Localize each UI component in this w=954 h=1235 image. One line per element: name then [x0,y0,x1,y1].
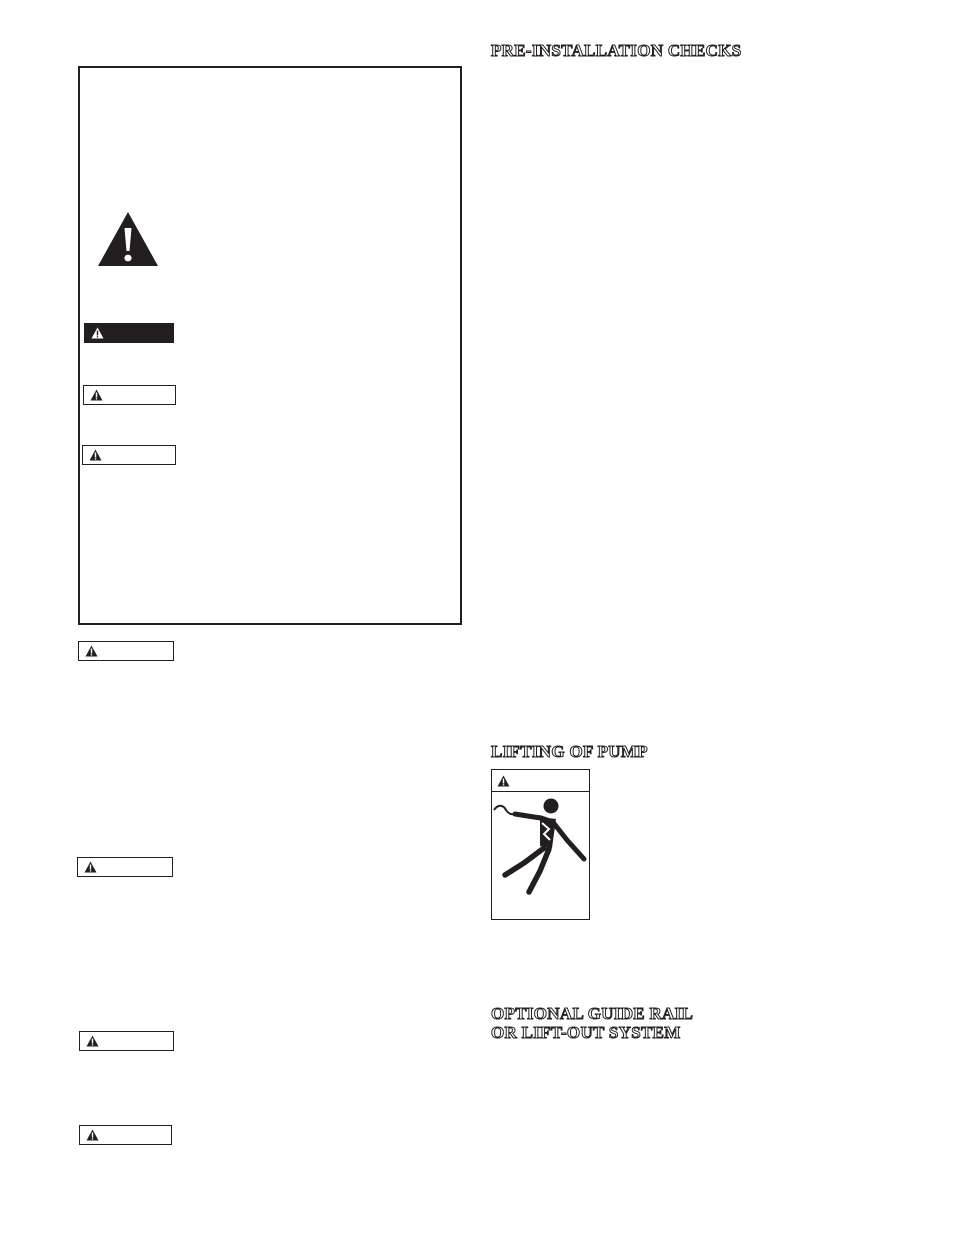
electrical-shock-icon [492,793,588,918]
guide-rail-heading-line1: OPTIONAL GUIDE RAIL [491,1004,694,1023]
safety-alert-icon [91,327,104,339]
safety-alert-icon [90,389,103,401]
safety-alert-icon [85,645,98,657]
safety-alert-icon [89,449,102,461]
caution-signal-label [82,445,176,465]
warning-label-3 [79,1031,174,1051]
pre-installation-heading: PRE-INSTALLATION CHECKS [491,41,742,60]
shock-hazard-signal-band [492,770,589,792]
safety-alert-large-icon [97,211,159,267]
danger-signal-label [84,323,174,343]
lifting-heading: LIFTING OF PUMP [491,742,648,761]
safety-instructions-box [78,66,462,625]
safety-alert-icon [497,775,510,787]
warning-label-4 [79,1125,172,1145]
warning-label-1 [78,641,174,661]
warning-label-2 [77,857,173,877]
guide-rail-heading-line2: OR LIFT-OUT SYSTEM [491,1023,681,1042]
electrical-shock-hazard-box [491,769,590,920]
safety-alert-icon [86,1035,99,1047]
warning-signal-label [83,385,176,405]
safety-alert-icon [86,1129,99,1141]
safety-alert-icon [84,861,97,873]
